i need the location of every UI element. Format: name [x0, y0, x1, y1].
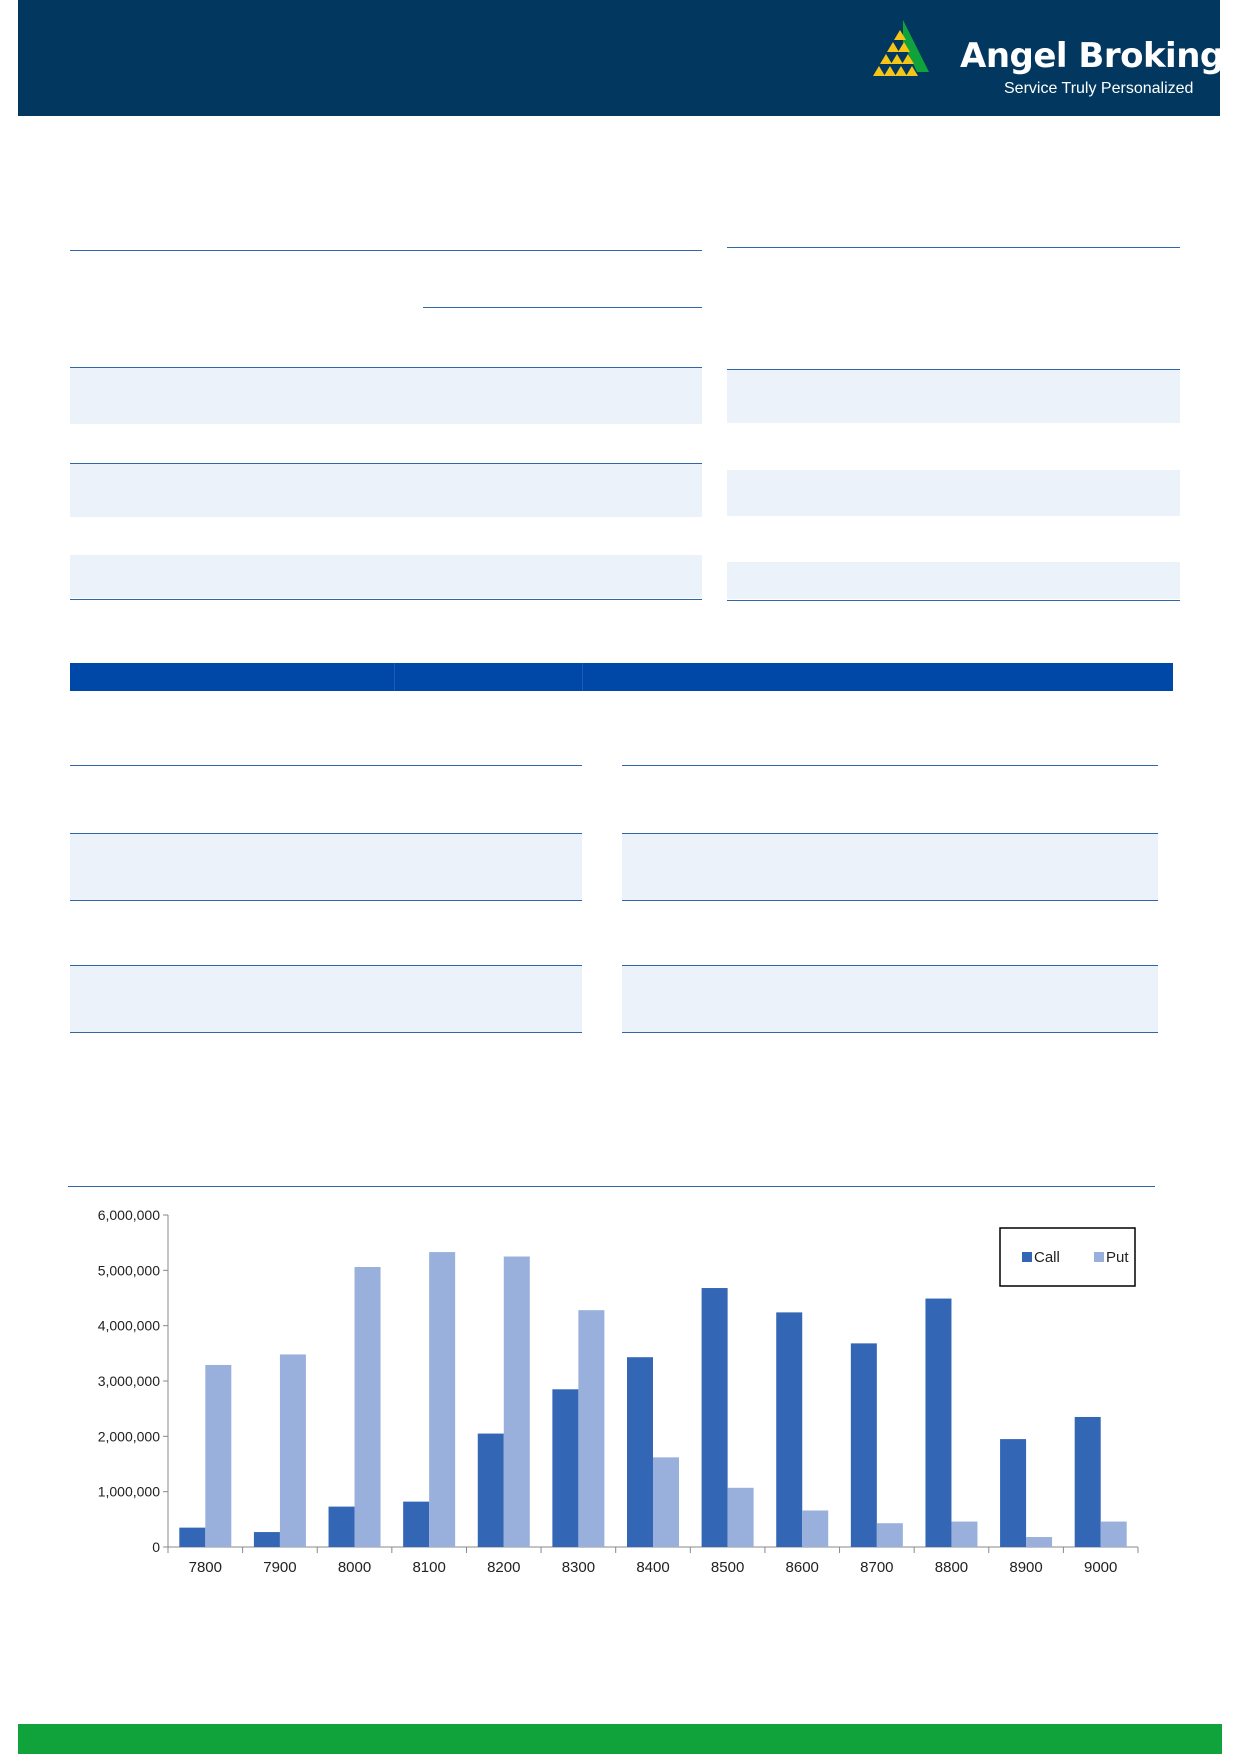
bar-put-8100 — [429, 1252, 455, 1547]
table-row — [727, 370, 1180, 423]
x-tick-label: 8800 — [934, 1559, 969, 1576]
bar-put-8600 — [802, 1510, 828, 1547]
y-axis — [98, 1207, 168, 1555]
bar-call-7900 — [254, 1532, 280, 1547]
bar-put-8500 — [728, 1488, 754, 1547]
x-tick-label: 7900 — [263, 1559, 297, 1576]
bar-put-8400 — [653, 1457, 679, 1547]
header-bar-divider — [582, 663, 583, 691]
table-rule — [727, 600, 1180, 601]
y-tick-label: 1,000,000 — [97, 1483, 160, 1500]
table-rule — [622, 765, 1158, 766]
legend-label-put: Put — [1106, 1249, 1129, 1266]
table-row — [727, 562, 1180, 599]
bar-put-8700 — [877, 1523, 903, 1547]
bar-call-8700 — [851, 1343, 877, 1547]
table-row — [727, 470, 1180, 516]
table-rule — [70, 765, 582, 766]
table-rule — [70, 599, 702, 600]
table-rule — [727, 247, 1180, 248]
brand-name-text: Angel Broking — [960, 36, 1224, 76]
brand-tagline: Service Truly Personalized — [1004, 80, 1194, 97]
x-tick-label: 8100 — [412, 1559, 446, 1576]
section-header-bar — [70, 663, 1173, 691]
y-tick-label: 3,000,000 — [97, 1373, 160, 1389]
table-rule — [70, 1032, 582, 1033]
open-interest-chart — [70, 1205, 1170, 1595]
x-tick-label: 8200 — [487, 1559, 521, 1576]
table-rule — [423, 307, 702, 308]
bar-call-8900 — [1000, 1439, 1026, 1547]
brand-name — [960, 36, 1233, 76]
angel-logo-icon — [873, 20, 935, 78]
x-tick-label: 8300 — [561, 1559, 596, 1576]
bar-put-7800 — [205, 1365, 231, 1547]
legend-label-call: Call — [1034, 1249, 1060, 1266]
table-row — [70, 966, 582, 1032]
bar-call-8000 — [329, 1507, 355, 1547]
x-axis — [168, 1547, 1138, 1576]
y-tick-label: 6,000,000 — [97, 1207, 160, 1223]
y-tick-label: 4,000,000 — [97, 1317, 160, 1334]
chart-legend — [1000, 1228, 1135, 1286]
table-rule — [70, 900, 582, 901]
chart-bars — [179, 1252, 1126, 1547]
table-row — [70, 368, 702, 424]
bar-call-8400 — [627, 1357, 653, 1547]
x-tick-label: 8600 — [785, 1559, 819, 1576]
page-header — [18, 0, 1234, 116]
x-tick-label: 8700 — [860, 1559, 894, 1576]
table-row — [622, 834, 1158, 900]
bar-call-8600 — [776, 1312, 802, 1547]
bar-put-8000 — [355, 1267, 381, 1547]
x-tick-label: 8400 — [636, 1559, 670, 1576]
table-row — [70, 834, 582, 900]
x-tick-label: 9000 — [1084, 1559, 1118, 1576]
brand-registered-mark: ® — [1224, 38, 1234, 48]
table-rule — [622, 900, 1158, 901]
chart-svg — [70, 1205, 1170, 1595]
page-footer-bar — [18, 1724, 1222, 1754]
x-tick-label: 8500 — [710, 1559, 745, 1576]
x-tick-label: 8900 — [1009, 1559, 1043, 1576]
table-row — [622, 966, 1158, 1032]
bar-put-8200 — [504, 1257, 530, 1548]
y-tick-label: 5,000,000 — [97, 1262, 160, 1279]
x-tick-label: 8000 — [337, 1559, 372, 1576]
chart-top-rule — [68, 1186, 1155, 1187]
bar-call-8200 — [478, 1434, 504, 1547]
bar-call-7800 — [179, 1528, 205, 1547]
table-rule — [622, 1032, 1158, 1033]
bar-call-9000 — [1075, 1417, 1101, 1547]
bar-put-8900 — [1026, 1537, 1052, 1547]
brand-logo — [873, 14, 1234, 104]
bar-call-8500 — [702, 1288, 728, 1547]
bar-call-8300 — [552, 1389, 578, 1547]
bar-put-8800 — [951, 1522, 977, 1547]
bar-put-7900 — [280, 1354, 306, 1547]
legend-swatch-call — [1022, 1252, 1032, 1262]
y-tick-label: 2,000,000 — [97, 1428, 160, 1445]
bar-call-8800 — [925, 1299, 951, 1547]
bar-put-9000 — [1101, 1522, 1127, 1547]
y-tick-label: 0 — [152, 1539, 160, 1555]
table-rule — [70, 250, 702, 251]
bar-call-8100 — [403, 1502, 429, 1547]
table-row — [70, 464, 702, 517]
x-tick-label: 7800 — [188, 1559, 222, 1576]
header-bar-divider — [394, 663, 395, 691]
table-row — [70, 555, 702, 598]
bar-put-8300 — [578, 1310, 604, 1547]
legend-swatch-put — [1094, 1252, 1104, 1262]
